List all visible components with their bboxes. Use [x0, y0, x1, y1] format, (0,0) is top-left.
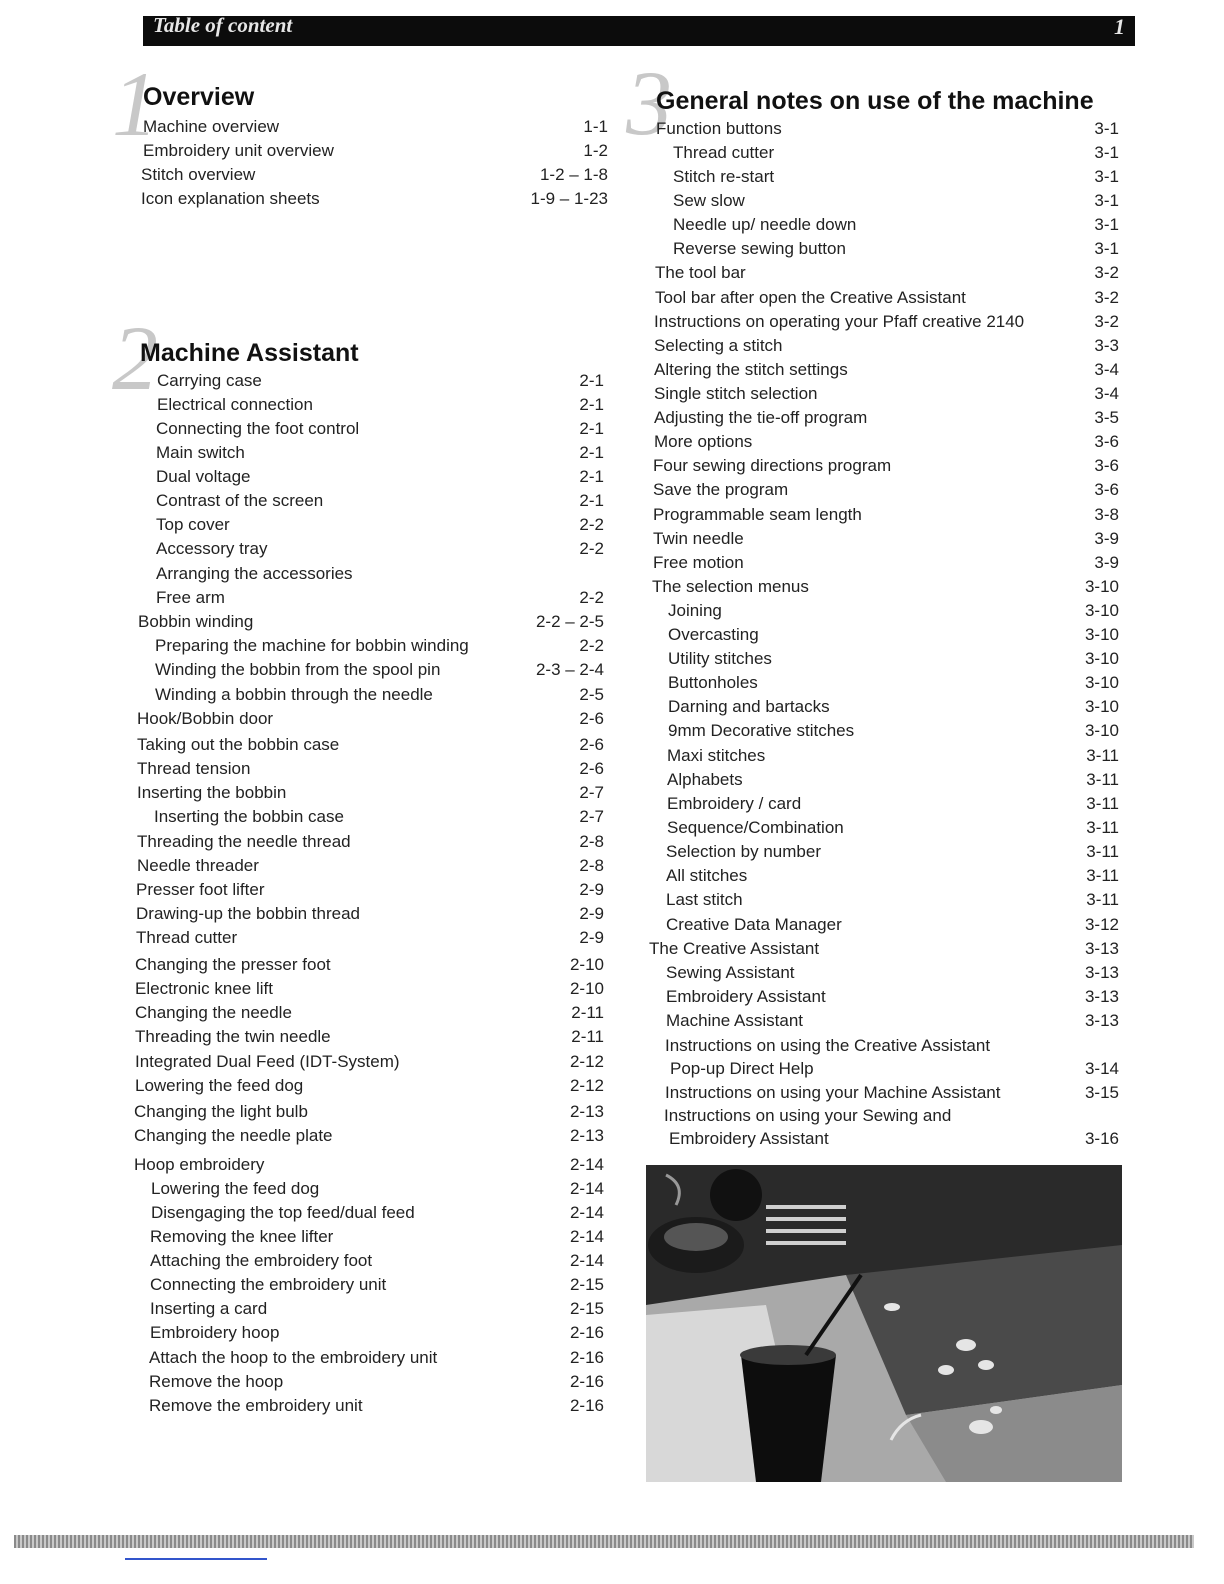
- toc-entry-label: Maxi stitches: [667, 746, 766, 765]
- chapter-3-title: General notes on use of the machine: [656, 87, 1094, 115]
- toc-entry-label: Instructions on using the Creative Assistant: [665, 1036, 991, 1055]
- toc-entry[interactable]: [654, 310, 1119, 334]
- toc-entry-page: 3-10: [1084, 601, 1119, 620]
- toc-entry[interactable]: [135, 1025, 604, 1049]
- toc-entry-label: Taking out the bobbin case: [137, 735, 340, 754]
- toc-entry-page: 2-14: [569, 1155, 604, 1174]
- toc-entry-page: 2-7: [579, 807, 604, 826]
- toc-entry[interactable]: [668, 671, 1119, 695]
- toc-entry-label: Function buttons: [656, 119, 782, 138]
- toc-entry-page: 3-4: [1094, 384, 1119, 403]
- toc-entry-page: 3-1: [1094, 167, 1119, 186]
- toc-entry-label: Overcasting: [668, 625, 759, 644]
- toc-entry-page: 3-9: [1094, 553, 1119, 572]
- toc-entry[interactable]: [666, 985, 1119, 1009]
- chapter-1-number: 1: [112, 53, 158, 155]
- footer-link-line: [125, 1558, 267, 1560]
- toc-entry-label: Arranging the accessories: [156, 564, 353, 583]
- toc-entry-page: 2-11: [571, 1003, 604, 1022]
- toc-entry-page: 3-2: [1094, 288, 1119, 307]
- toc-entry-page: 3-2: [1094, 263, 1119, 282]
- toc-entry-label: Machine Assistant: [666, 1011, 804, 1030]
- toc-entry-page: 3-11: [1086, 866, 1119, 885]
- chapter-1-title: Overview: [143, 83, 255, 111]
- toc-entry-wrap-line: Instructions on using your Sewing and: [664, 1106, 952, 1125]
- toc-entry[interactable]: [667, 744, 1119, 768]
- toc-entry-page: 2-2: [579, 636, 604, 655]
- toc-entry-page: 2-12: [569, 1076, 604, 1095]
- toc-entry[interactable]: [150, 1297, 604, 1321]
- toc-entry[interactable]: [668, 719, 1119, 743]
- toc-entry[interactable]: [151, 1201, 604, 1225]
- toc-entry-label: Instructions on operating your Pfaff creative 2140: [654, 312, 1025, 331]
- toc-entry-label: Inserting the bobbin: [137, 783, 287, 802]
- toc-entry[interactable]: [135, 977, 604, 1001]
- toc-entry-label: Last stitch: [666, 890, 743, 909]
- toc-entry-page: 2-14: [569, 1203, 604, 1222]
- toc-entry-page: 2-14: [569, 1251, 604, 1270]
- toc-entry-page: 3-13: [1084, 939, 1119, 958]
- toc-entry[interactable]: [156, 465, 604, 489]
- toc-entry-page: 3-10: [1084, 721, 1119, 740]
- toc-entry[interactable]: [141, 187, 608, 211]
- toc-entry-label: Embroidery Assistant: [669, 1129, 829, 1148]
- toc-entry-label: Buttonholes: [668, 673, 758, 692]
- toc-entry-label: The tool bar: [655, 263, 746, 282]
- toc-entry-label: Instructions on using your Machine Assistant: [665, 1083, 1001, 1102]
- toc-entry-page: 3-3: [1094, 336, 1119, 355]
- toc-entry[interactable]: [135, 1050, 604, 1074]
- toc-entry-label: Removing the knee lifter: [150, 1227, 334, 1246]
- toc-entry-page: 2-1: [579, 395, 604, 414]
- toc-entry-label: Free arm: [156, 588, 225, 607]
- toc-entry-page: 1-2 – 1-8: [539, 165, 608, 184]
- footer-band: [14, 1535, 1194, 1548]
- toc-entry[interactable]: [150, 1273, 604, 1297]
- toc-entry-page: 2-16: [569, 1323, 604, 1342]
- toc-entry[interactable]: [656, 117, 1119, 141]
- toc-entry-page: 2-1: [579, 467, 604, 486]
- toc-entry-page: 3-10: [1084, 697, 1119, 716]
- toc-entry[interactable]: [666, 864, 1119, 888]
- toc-entry[interactable]: [157, 393, 604, 417]
- toc-entry-label: Joining: [668, 601, 722, 620]
- toc-entry-label: The selection menus: [652, 577, 809, 596]
- toc-entry-page: 3-10: [1084, 625, 1119, 644]
- toc-entry[interactable]: [673, 237, 1119, 261]
- toc-entry-page: 3-2: [1094, 312, 1119, 331]
- toc-entry-label: Tool bar after open the Creative Assistant: [655, 288, 966, 307]
- toc-entry[interactable]: [156, 513, 604, 537]
- toc-entry-label: Stitch overview: [141, 165, 256, 184]
- toc-entry-label: Free motion: [653, 553, 744, 572]
- toc-entry-label: Threading the needle thread: [137, 832, 351, 851]
- toc-entry-label: Carrying case: [157, 371, 262, 390]
- toc-entry-label: 9mm Decorative stitches: [668, 721, 855, 740]
- toc-entry[interactable]: [666, 913, 1119, 937]
- toc-entry[interactable]: [666, 961, 1119, 985]
- toc-entry-page: 2-1: [579, 371, 604, 390]
- toc-entry-label: Single stitch selection: [654, 384, 818, 403]
- toc-entry-page: 2-2: [579, 539, 604, 558]
- toc-entry-label: Utility stitches: [668, 649, 772, 668]
- toc-entry-label: Preparing the machine for bobbin winding: [155, 636, 469, 655]
- toc-entry[interactable]: [668, 695, 1119, 719]
- toc-entry[interactable]: [143, 115, 608, 139]
- toc-entry[interactable]: [157, 369, 604, 393]
- toc-entry-label: Attach the hoop to the embroidery unit: [149, 1348, 438, 1367]
- toc-entry[interactable]: [649, 937, 1119, 961]
- toc-entry[interactable]: [654, 358, 1119, 382]
- toc-entry[interactable]: [143, 139, 608, 163]
- toc-entry-page: 2-14: [569, 1179, 604, 1198]
- toc-entry-page: 3-15: [1084, 1083, 1119, 1102]
- toc-entry-label: Electrical connection: [157, 395, 313, 414]
- toc-entry-label: Altering the stitch settings: [654, 360, 848, 379]
- toc-entry-page: 1-9 – 1-23: [530, 189, 608, 208]
- toc-entry-label: Hook/Bobbin door: [137, 709, 274, 728]
- toc-entry-page: 3-5: [1094, 408, 1119, 427]
- toc-entry-label: Sequence/Combination: [667, 818, 844, 837]
- toc-entry[interactable]: [149, 1370, 604, 1394]
- toc-entry-page: 1-1: [583, 117, 608, 136]
- toc-entry-page: 3-13: [1084, 963, 1119, 982]
- toc-entry-label: Sewing Assistant: [666, 963, 795, 982]
- toc-entry[interactable]: [156, 489, 604, 513]
- toc-entry-page: 2-13: [569, 1126, 604, 1145]
- toc-entry-label: Integrated Dual Feed (IDT-System): [135, 1052, 400, 1071]
- toc-entry-label: Changing the needle plate: [134, 1126, 333, 1145]
- toc-entry[interactable]: [668, 599, 1119, 623]
- toc-entry-label: Lowering the feed dog: [135, 1076, 304, 1095]
- toc-entry-page: 2-5: [579, 685, 604, 704]
- toc-entry[interactable]: [653, 454, 1119, 478]
- toc-entry-page: 2-3 – 2-4: [535, 660, 604, 679]
- toc-entry[interactable]: [654, 334, 1119, 358]
- toc-entry-page: 3-10: [1084, 673, 1119, 692]
- toc-entry[interactable]: [150, 1321, 604, 1345]
- toc-entry[interactable]: [667, 768, 1119, 792]
- toc-entry[interactable]: [134, 1124, 604, 1148]
- toc-entry-label: Selection by number: [666, 842, 821, 861]
- toc-entry[interactable]: [150, 1249, 604, 1273]
- toc-entry-page: 3-11: [1086, 818, 1119, 837]
- toc-entry-page: 2-2: [579, 588, 604, 607]
- toc-entry[interactable]: [138, 610, 604, 634]
- toc-entry-page: 2-10: [569, 979, 604, 998]
- toc-entry-label: All stitches: [666, 866, 748, 885]
- toc-entry[interactable]: [137, 781, 604, 805]
- toc-entry-page: 3-4: [1094, 360, 1119, 379]
- toc-entry-label: Electronic knee lift: [135, 979, 273, 998]
- toc-entry-label: Contrast of the screen: [156, 491, 324, 510]
- toc-entry-label: Adjusting the tie-off program: [654, 408, 868, 427]
- toc-entry[interactable]: [155, 683, 604, 707]
- toc-entry-page: 2-8: [579, 832, 604, 851]
- toc-entry[interactable]: [652, 575, 1119, 599]
- toc-entry-label: Hoop embroidery: [134, 1155, 265, 1174]
- toc-entry-label: Darning and bartacks: [668, 697, 830, 716]
- toc-entry-label: Sew slow: [673, 191, 745, 210]
- toc-entry-label: Embroidery unit overview: [143, 141, 334, 160]
- toc-entry-label: Embroidery Assistant: [666, 987, 826, 1006]
- toc-entry[interactable]: [136, 902, 604, 926]
- toc-entry-label: Changing the needle: [135, 1003, 292, 1022]
- header-bar: [143, 13, 1135, 46]
- header-title: Table of content: [153, 13, 293, 37]
- toc-entry-label: Winding a bobbin through the needle: [155, 685, 433, 704]
- toc-entry-page: 2-1: [579, 419, 604, 438]
- toc-entry-page: 2-10: [569, 955, 604, 974]
- toc-entry[interactable]: [155, 634, 604, 658]
- toc-entry-page: 3-13: [1084, 987, 1119, 1006]
- toc-entry-label: Needle up/ needle down: [673, 215, 857, 234]
- toc-entry[interactable]: [156, 441, 604, 465]
- toc-entry[interactable]: [137, 830, 604, 854]
- toc-entry-label: Needle threader: [137, 856, 259, 875]
- toc-entry-label: Threading the twin needle: [135, 1027, 331, 1046]
- toc-entry-page: 3-1: [1094, 215, 1119, 234]
- toc-entry-label: Alphabets: [667, 770, 743, 789]
- toc-entry-label: Icon explanation sheets: [141, 189, 320, 208]
- toc-entry-label: Inserting a card: [150, 1299, 268, 1318]
- toc-entry-label: Selecting a stitch: [654, 336, 783, 355]
- toc-entry-label: Lowering the feed dog: [151, 1179, 320, 1198]
- toc-entry[interactable]: [149, 1346, 604, 1370]
- toc-entry-label: Changing the presser foot: [135, 955, 331, 974]
- toc-entry[interactable]: [149, 1394, 604, 1418]
- toc-entry[interactable]: [137, 757, 604, 781]
- toc-entry[interactable]: [673, 213, 1119, 237]
- toc-entry-page: 2-2: [579, 515, 604, 534]
- toc-entry[interactable]: [654, 430, 1119, 454]
- header-page-number: 1: [1114, 14, 1125, 39]
- toc-entry[interactable]: [666, 1009, 1119, 1033]
- toc-entry[interactable]: [135, 1001, 604, 1025]
- toc-entry-label: Thread tension: [137, 759, 251, 778]
- toc-entry-page: 3-13: [1084, 1011, 1119, 1030]
- toc-entry-page: 3-6: [1094, 456, 1119, 475]
- toc-entry[interactable]: [653, 503, 1119, 527]
- toc-entry-label: Twin needle: [653, 529, 744, 548]
- toc-entry-page: 3-11: [1086, 746, 1119, 765]
- toc-entry-label: Bobbin winding: [138, 612, 254, 631]
- toc-entry-page: 2-9: [579, 928, 604, 947]
- toc-entry-page: 3-9: [1094, 529, 1119, 548]
- toc-entry[interactable]: [155, 658, 604, 682]
- toc-entry-page: 2-11: [571, 1027, 604, 1046]
- toc-entry-page: 2-6: [579, 735, 604, 754]
- toc-entry[interactable]: [136, 926, 604, 950]
- toc-entry-page: 3-1: [1094, 143, 1119, 162]
- toc-entry[interactable]: [669, 1127, 1119, 1151]
- toc-entry[interactable]: [136, 878, 604, 902]
- toc-entry-page: 3-12: [1084, 915, 1119, 934]
- toc-entry[interactable]: [150, 1225, 604, 1249]
- toc-entry-page: 3-14: [1084, 1059, 1119, 1078]
- toc-entry-page: 2-1: [579, 491, 604, 510]
- toc-entry-page: 2-13: [569, 1102, 604, 1121]
- toc-entry-label: Connecting the foot control: [156, 419, 360, 438]
- toc-entry-page: 3-11: [1086, 794, 1119, 813]
- table-setting-photo: [646, 1165, 1122, 1482]
- toc-entry[interactable]: [673, 141, 1119, 165]
- toc-entry[interactable]: [670, 1057, 1119, 1081]
- toc-entry-label: Inserting the bobbin case: [154, 807, 344, 826]
- toc-entry-label: Dual voltage: [156, 467, 251, 486]
- toc-entry-label: Remove the hoop: [149, 1372, 284, 1391]
- toc-entry-page: 2-14: [569, 1227, 604, 1246]
- toc-entry[interactable]: [137, 854, 604, 878]
- toc-entry-label: Disengaging the top feed/dual feed: [151, 1203, 415, 1222]
- toc-entry-label: Attaching the embroidery foot: [150, 1251, 373, 1270]
- toc-entry-label: Main switch: [156, 443, 245, 462]
- toc-entry[interactable]: [654, 406, 1119, 430]
- toc-entry[interactable]: [154, 805, 604, 829]
- toc-entry-label: Creative Data Manager: [666, 915, 842, 934]
- toc-entry-page: 3-11: [1086, 890, 1119, 909]
- chapter-3-number: 3: [626, 52, 672, 154]
- toc-entry[interactable]: [667, 816, 1119, 840]
- toc-entry[interactable]: [135, 953, 604, 977]
- toc-entry-label: Top cover: [156, 515, 230, 534]
- toc-entry[interactable]: [668, 647, 1119, 671]
- toc-entry[interactable]: [653, 527, 1119, 551]
- toc-entry[interactable]: [134, 1100, 604, 1124]
- toc-entry-label: Changing the light bulb: [134, 1102, 308, 1121]
- toc-entry-page: 3-8: [1094, 505, 1119, 524]
- toc-entry-label: Embroidery / card: [667, 794, 802, 813]
- toc-entry[interactable]: [668, 623, 1119, 647]
- toc-entry[interactable]: [137, 707, 604, 731]
- toc-entry-page: 2-6: [579, 759, 604, 778]
- toc-entry-page: 2-16: [569, 1348, 604, 1367]
- toc-entry-page: 2-8: [579, 856, 604, 875]
- toc-entry-page: 2-9: [579, 904, 604, 923]
- toc-entry[interactable]: [653, 478, 1119, 502]
- toc-entry-page: 3-1: [1094, 119, 1119, 138]
- toc-entry-label: Winding the bobbin from the spool pin: [155, 660, 441, 679]
- toc-entry-page: 1-2: [583, 141, 608, 160]
- toc-entry[interactable]: [673, 189, 1119, 213]
- toc-entry-label: Embroidery hoop: [150, 1323, 280, 1342]
- toc-entry-label: Machine overview: [143, 117, 280, 136]
- toc-entry-page: 2-7: [579, 783, 604, 802]
- toc-entry[interactable]: [667, 792, 1119, 816]
- toc-entry-label: Remove the embroidery unit: [149, 1396, 363, 1415]
- chapter-2-number: 2: [112, 307, 158, 409]
- toc-entry-page: 3-11: [1086, 842, 1119, 861]
- toc-entry-page: 2-16: [569, 1372, 604, 1391]
- toc-entry[interactable]: [665, 1081, 1119, 1105]
- toc-entry[interactable]: [134, 1153, 604, 1177]
- toc-entry-page: 2-6: [579, 709, 604, 728]
- toc-entry-label: Stitch re-start: [673, 167, 775, 186]
- toc-entry[interactable]: [156, 417, 604, 441]
- toc-entry-label: The Creative Assistant: [649, 939, 820, 958]
- toc-entry[interactable]: [151, 1177, 604, 1201]
- toc-entry[interactable]: [654, 382, 1119, 406]
- toc-entry[interactable]: [655, 286, 1119, 310]
- toc-entry-label: Programmable seam length: [653, 505, 862, 524]
- toc-entry-label: More options: [654, 432, 753, 451]
- toc-entry[interactable]: [666, 888, 1119, 912]
- toc-entry[interactable]: [141, 163, 608, 187]
- toc-entry-page: 3-10: [1084, 649, 1119, 668]
- toc-entry-label: Connecting the embroidery unit: [150, 1275, 387, 1294]
- toc-entry-page: 3-1: [1094, 191, 1119, 210]
- toc-entry-label: Presser foot lifter: [136, 880, 265, 899]
- toc-entry[interactable]: [156, 586, 604, 610]
- toc-entry-label: Reverse sewing button: [673, 239, 846, 258]
- toc-entry-page: 2-1: [579, 443, 604, 462]
- toc-entry[interactable]: [673, 165, 1119, 189]
- toc-entry[interactable]: [665, 1034, 1119, 1058]
- toc-entry-page: 3-1: [1094, 239, 1119, 258]
- toc-entry-label: Thread cutter: [673, 143, 775, 162]
- toc-entry-page: 3-10: [1084, 577, 1119, 596]
- chapter-2-title: Machine Assistant: [140, 339, 359, 367]
- toc-entry[interactable]: [666, 840, 1119, 864]
- toc-entry[interactable]: [653, 551, 1119, 575]
- toc-entry-page: 3-6: [1094, 432, 1119, 451]
- toc-entry-label: Accessory tray: [156, 539, 268, 558]
- toc-entry-page: 2-2 – 2-5: [535, 612, 604, 631]
- toc-entry-page: 3-11: [1086, 770, 1119, 789]
- toc-entry-label: Thread cutter: [136, 928, 238, 947]
- toc-entry[interactable]: [137, 733, 604, 757]
- toc-entry-label: Four sewing directions program: [653, 456, 892, 475]
- toc-entry-page: 2-15: [569, 1275, 604, 1294]
- toc-entry-page: 2-16: [569, 1396, 604, 1415]
- toc-entry[interactable]: [135, 1074, 604, 1098]
- toc-entry-label: Save the program: [653, 480, 789, 499]
- toc-entry-label: Pop-up Direct Help: [670, 1059, 814, 1078]
- toc-entry-page: 3-16: [1084, 1129, 1119, 1148]
- toc-entry-page: 2-15: [569, 1299, 604, 1318]
- toc-entry[interactable]: [655, 261, 1119, 285]
- toc-entry-page: 3-6: [1094, 480, 1119, 499]
- toc-entry[interactable]: [156, 537, 604, 561]
- toc-entry-page: 2-12: [569, 1052, 604, 1071]
- toc-entry-page: 2-9: [579, 880, 604, 899]
- toc-entry[interactable]: [156, 562, 604, 586]
- toc-entry-label: Drawing-up the bobbin thread: [136, 904, 360, 923]
